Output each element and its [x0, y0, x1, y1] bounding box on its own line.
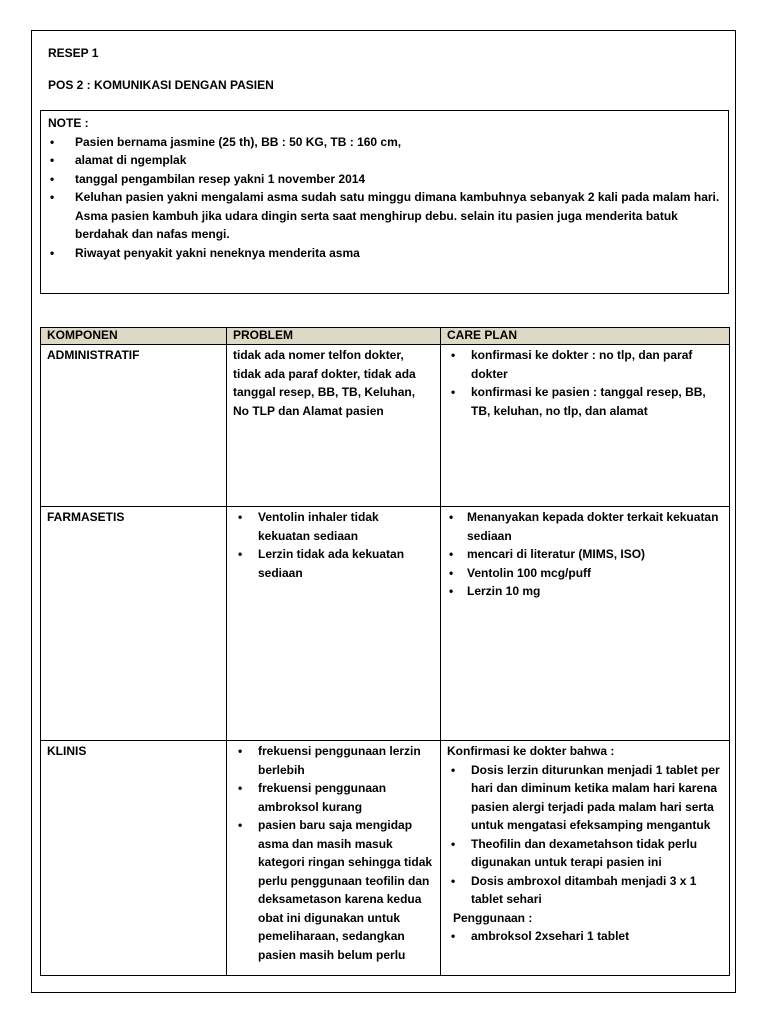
note-item: • alamat di ngemplak	[48, 151, 721, 170]
component-cell: ADMINISTRATIF	[41, 345, 227, 507]
problem-cell	[227, 741, 441, 976]
recipe-title: RESEP 1	[48, 46, 99, 60]
header-component: KOMPONEN	[41, 328, 227, 345]
pos-title: POS 2 : KOMUNIKASI DENGAN PASIEN	[48, 78, 274, 92]
care-plan-cell	[441, 345, 730, 507]
problem-item: • pasien baru saja mengidap asma dan masih masuk kategori ringan sehingga tidak perlu penggunaan teofilin dan deksametason karena kedua obat ini digunakan untuk pemeliharaan, sedangkan pasien masih belum perlu	[233, 816, 434, 964]
note-item: • tanggal pengambilan resep yakni 1 november 2014	[48, 170, 721, 189]
problem-cell: tidak ada nomer telfon dokter, tidak ada paraf dokter, tidak ada tanggal resep, BB, TB, Keluhan, No TLP dan Alamat pasien	[227, 345, 441, 507]
care-item: • konfirmasi ke dokter : no tlp, dan paraf dokter	[447, 346, 723, 383]
care-item: • Theofilin dan dexametahson tidak perlu digunakan untuk terapi pasien ini	[447, 835, 723, 872]
header-problem: PROBLEM	[227, 328, 441, 345]
care-item: • konfirmasi ke pasien : tanggal resep, BB, TB, keluhan, no tlp, dan alamat	[447, 383, 723, 420]
table-row-administratif	[41, 345, 730, 507]
problem-item: • Lerzin tidak ada kekuatan sediaan	[233, 545, 434, 582]
care-usage-item: • ambroksol 2xsehari 1 tablet	[447, 927, 723, 946]
problem-item: • frekuensi penggunaan lerzin berlebih	[233, 742, 434, 779]
care-intro: Konfirmasi ke dokter bahwa :	[447, 744, 615, 758]
note-list	[48, 133, 721, 263]
care-item: • mencari di literatur (MIMS, ISO)	[447, 545, 723, 564]
problem-item: • Ventolin inhaler tidak kekuatan sediaan	[233, 508, 434, 545]
care-plan-table	[40, 327, 730, 976]
header-care-plan: CARE PLAN	[441, 328, 730, 345]
care-plan-cell	[441, 741, 730, 976]
note-item: • Riwayat penyakit yakni neneknya menderita asma	[48, 244, 721, 263]
care-item: • Ventolin 100 mcg/puff	[447, 564, 723, 583]
note-label: NOTE :	[48, 116, 89, 130]
component-cell: FARMASETIS	[41, 507, 227, 741]
note-item: • Keluhan pasien yakni mengalami asma sudah satu minggu dimana kambuhnya sebanyak 2 kali pada malam hari. Asma pasien kambuh jika udara dingin serta saat menghirup debu. selain itu pasien juga menderita batuk berdahak dan nafas mengi.	[48, 188, 721, 244]
care-item: • Dosis lerzin diturunkan menjadi 1 tablet per hari dan diminum ketika malam hari karena pasien alergi terjadi pada malam hari serta untuk mengatasi efeksamping mengantuk	[447, 761, 723, 835]
care-item: • Menanyakan kepada dokter terkait kekuatan sediaan	[447, 508, 723, 545]
note-box	[40, 110, 729, 294]
care-item: • Lerzin 10 mg	[447, 582, 723, 601]
document-page	[31, 30, 736, 993]
problem-item: • frekuensi penggunaan ambroksol kurang	[233, 779, 434, 816]
problem-cell	[227, 507, 441, 741]
care-usage-label: Penggunaan :	[453, 910, 533, 925]
table-row-farmasetis	[41, 507, 730, 741]
table-header-row	[41, 328, 730, 345]
care-plan-cell	[441, 507, 730, 741]
note-item: • Pasien bernama jasmine (25 th), BB : 50 KG, TB : 160 cm,	[48, 133, 721, 152]
component-cell: KLINIS	[41, 741, 227, 976]
care-item: • Dosis ambroxol ditambah menjadi 3 x 1 tablet sehari	[447, 872, 723, 909]
table-row-klinis	[41, 741, 730, 976]
